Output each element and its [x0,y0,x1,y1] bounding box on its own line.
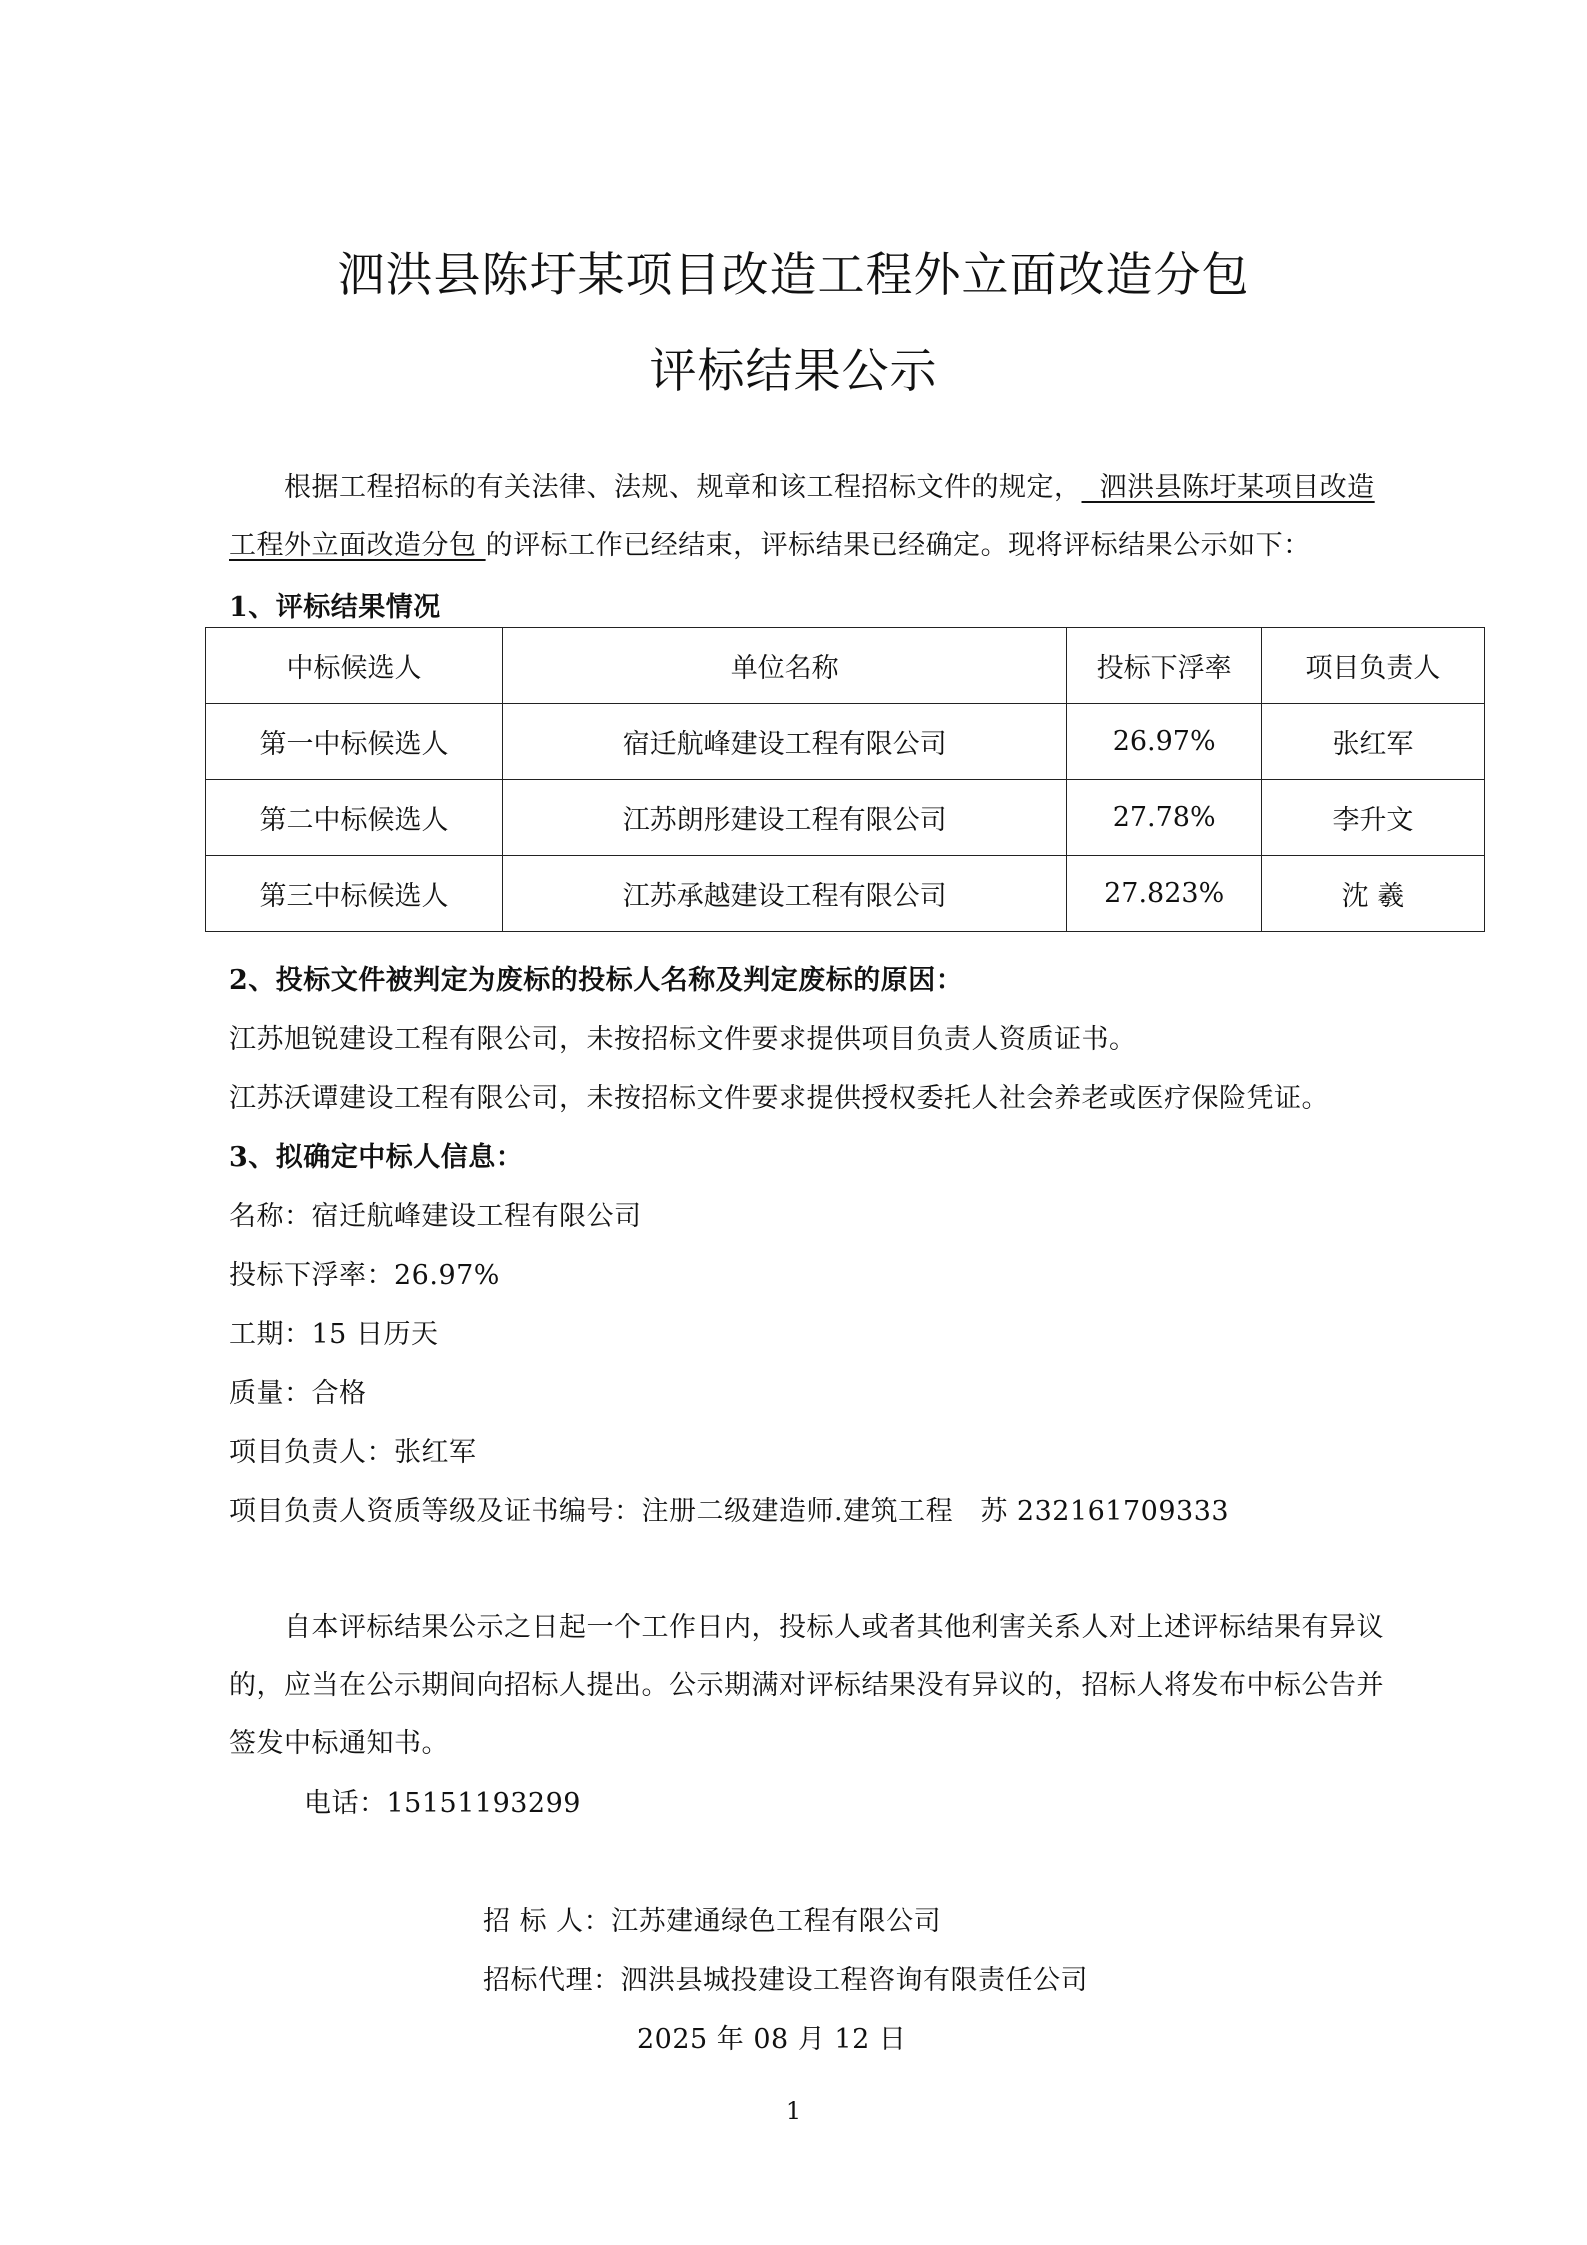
table-cell: 沈 羲 [1261,856,1484,932]
tender-agent: 招标代理：泗洪县城投建设工程咨询有限责任公司 [483,1965,1088,1996]
table-cell: 江苏承越建设工程有限公司 [502,856,1067,932]
document-title: 泗洪县陈圩某项目改造工程外立面改造分包 [337,248,1250,303]
publish-date: 2025 年 08 月 12 日 [637,2024,907,2055]
document-subtitle: 评标结果公示 [649,344,938,399]
winner-certificate: 项目负责人资质等级及证书编号：注册二级建造师.建筑工程 苏 232161709333 [229,1496,1230,1527]
table-cell: 江苏朗彤建设工程有限公司 [502,780,1067,856]
table-row [206,856,1485,932]
table-cell: 第一中标候选人 [206,704,503,780]
winner-rate: 投标下浮率：26.97% [229,1260,500,1291]
table-cell: 张红军 [1261,704,1484,780]
contact-phone: 电话：15151193299 [304,1788,581,1819]
project-name-underlined-cont: 工程外立面改造分包 [229,530,486,561]
table-cell: 26.97% [1067,704,1261,780]
table-header-cell: 单位名称 [502,628,1067,704]
page-number: 1 [785,2097,802,2125]
table-header-cell: 投标下浮率 [1067,628,1261,704]
winner-name: 名称：宿迁航峰建设工程有限公司 [229,1201,642,1232]
intro-line-1 [284,470,1375,506]
disqualified-item: 江苏旭锐建设工程有限公司，未按招标文件要求提供项目负责人资质证书。 [229,1024,1137,1055]
winner-period: 工期：15 日历天 [229,1319,439,1350]
table-row [206,704,1485,780]
section-3-heading: 3、拟确定中标人信息： [229,1142,524,1173]
table-cell: 李升文 [1261,780,1484,856]
table-cell: 第二中标候选人 [206,780,503,856]
table-cell: 27.78% [1067,780,1261,856]
intro-text-cont: 的评标工作已经结束，评标结果已经确定。现将评标结果公示如下： [485,530,1311,561]
notice-line-1: 自本评标结果公示之日起一个工作日内，投标人或者其他利害关系人对上述评标结果有异议 [284,1612,1384,1643]
table-row [206,780,1485,856]
notice-line-3: 签发中标通知书。 [229,1728,449,1759]
table-cell: 宿迁航峰建设工程有限公司 [502,704,1067,780]
table-header-cell: 中标候选人 [206,628,503,704]
section-2-heading: 2、投标文件被判定为废标的投标人名称及判定废标的原因： [229,965,964,996]
intro-line-2 [229,528,1311,564]
table-header-row [206,628,1485,704]
table-header-cell: 项目负责人 [1261,628,1484,704]
table-cell: 第三中标候选人 [206,856,503,932]
disqualified-item: 江苏沃谭建设工程有限公司，未按招标文件要求提供授权委托人社会养老或医疗保险凭证。 [229,1083,1329,1114]
project-name-underlined: 泗洪县陈圩某项目改造 [1081,472,1375,503]
tenderer: 招 标 人：江苏建通绿色工程有限公司 [483,1906,942,1937]
section-1-heading: 1、评标结果情况 [229,592,441,623]
intro-text: 根据工程招标的有关法律、法规、规章和该工程招标文件的规定， [284,472,1082,503]
evaluation-results-table [205,627,1485,932]
notice-line-2: 的，应当在公示期间向招标人提出。公示期满对评标结果没有异议的，招标人将发布中标公告并 [229,1670,1384,1701]
table-cell: 27.823% [1067,856,1261,932]
winner-quality: 质量：合格 [229,1378,367,1409]
winner-manager: 项目负责人：张红军 [229,1437,477,1468]
